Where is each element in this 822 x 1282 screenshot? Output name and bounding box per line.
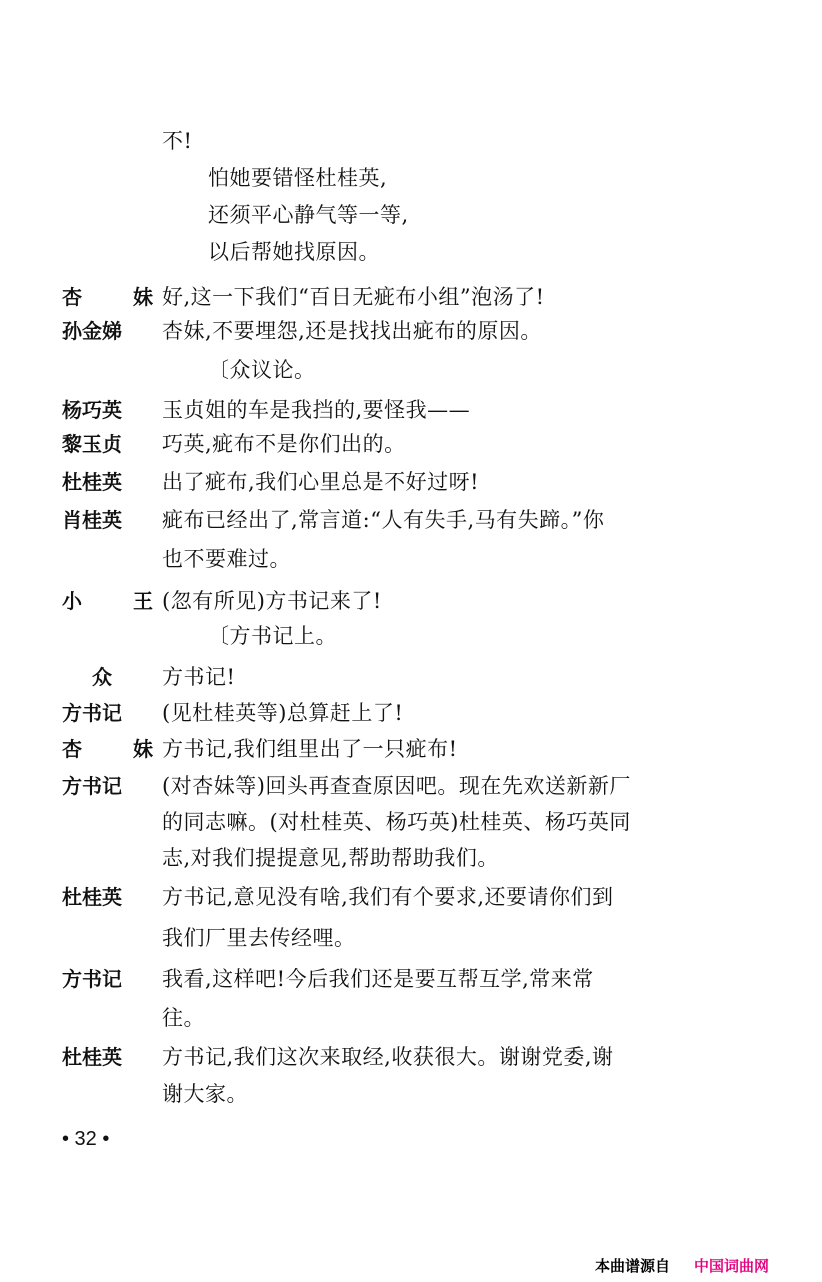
dialogue-line: 往。 — [162, 1006, 205, 1030]
source-label: 本曲谱源自 — [595, 1257, 671, 1275]
speaker-name: 杜桂英 — [62, 885, 122, 909]
dialogue-line: 疵布已经出了,常言道:“人有失手,马有失蹄。”你 — [162, 508, 605, 532]
verse-line: 还须平心静气等一等, — [208, 203, 409, 227]
dialogue-line: (对杏妹等)回头再查查原因吧。现在先欢送新新厂 — [162, 774, 631, 798]
speaker-name: 杏 妹 — [62, 285, 175, 309]
dialogue-line: 方书记! — [162, 665, 236, 689]
opening-exclaim: 不! — [162, 129, 193, 153]
dialogue-line: 玉贞姐的车是我挡的,要怪我—— — [162, 398, 471, 422]
dialogue-line: 出了疵布,我们心里总是不好过呀! — [162, 470, 480, 494]
dialogue-line: 谢大家。 — [162, 1082, 248, 1106]
source-watermark — [595, 1257, 769, 1275]
speaker-name: 杜桂英 — [62, 1045, 122, 1069]
dialogue-line: (忽有所见)方书记来了! — [162, 589, 382, 613]
dialogue-line: 我们厂里去传经哩。 — [162, 926, 356, 950]
speaker-name: 肖桂英 — [62, 508, 122, 532]
speaker-name: 杜桂英 — [62, 470, 122, 494]
speaker-name: 众 — [92, 665, 112, 689]
speaker-name: 方书记 — [62, 774, 122, 798]
speaker-name: 杨巧英 — [62, 398, 122, 422]
dialogue-line: 的同志嘛。(对杜桂英、杨巧英)杜桂英、杨巧英同 — [162, 810, 631, 834]
page-number: • 32 • — [62, 1128, 110, 1150]
speaker-name: 方书记 — [62, 967, 122, 991]
dialogue-line: 也不要难过。 — [162, 547, 291, 571]
speaker-name: 黎玉贞 — [62, 432, 122, 456]
dialogue-line: 方书记,意见没有啥,我们有个要求,还要请你们到 — [162, 885, 614, 909]
speaker-name: 小 王 — [62, 589, 175, 613]
speaker-name: 孙金娣 — [62, 319, 122, 343]
dialogue-line: 方书记,我们这次来取经,收获很大。谢谢党委,谢 — [162, 1045, 614, 1069]
speaker-name: 方书记 — [62, 701, 122, 725]
dialogue-line: 好,这一下我们“百日无疵布小组”泡汤了! — [162, 285, 545, 309]
stage-direction: 〔方书记上。 — [208, 624, 337, 648]
verse-line: 怕她要错怪杜桂英, — [208, 166, 388, 190]
dialogue-line: 杏妹,不要埋怨,还是找找出疵布的原因。 — [162, 319, 542, 343]
stage-direction: 〔众议论。 — [208, 358, 316, 382]
dialogue-line: 方书记,我们组里出了一只疵布! — [162, 737, 458, 761]
dialogue-line: 我看,这样吧!今后我们还是要互帮互学,常来常 — [162, 967, 594, 991]
verse-line: 以后帮她找原因。 — [208, 240, 380, 264]
site-name-link[interactable]: 中国词曲网 — [694, 1257, 770, 1275]
dialogue-line: (见杜桂英等)总算赶上了! — [162, 701, 404, 725]
dialogue-line: 志,对我们提提意见,帮助帮助我们。 — [162, 846, 499, 870]
speaker-name: 杏 妹 — [62, 737, 175, 761]
dialogue-line: 巧英,疵布不是你们出的。 — [162, 432, 406, 456]
